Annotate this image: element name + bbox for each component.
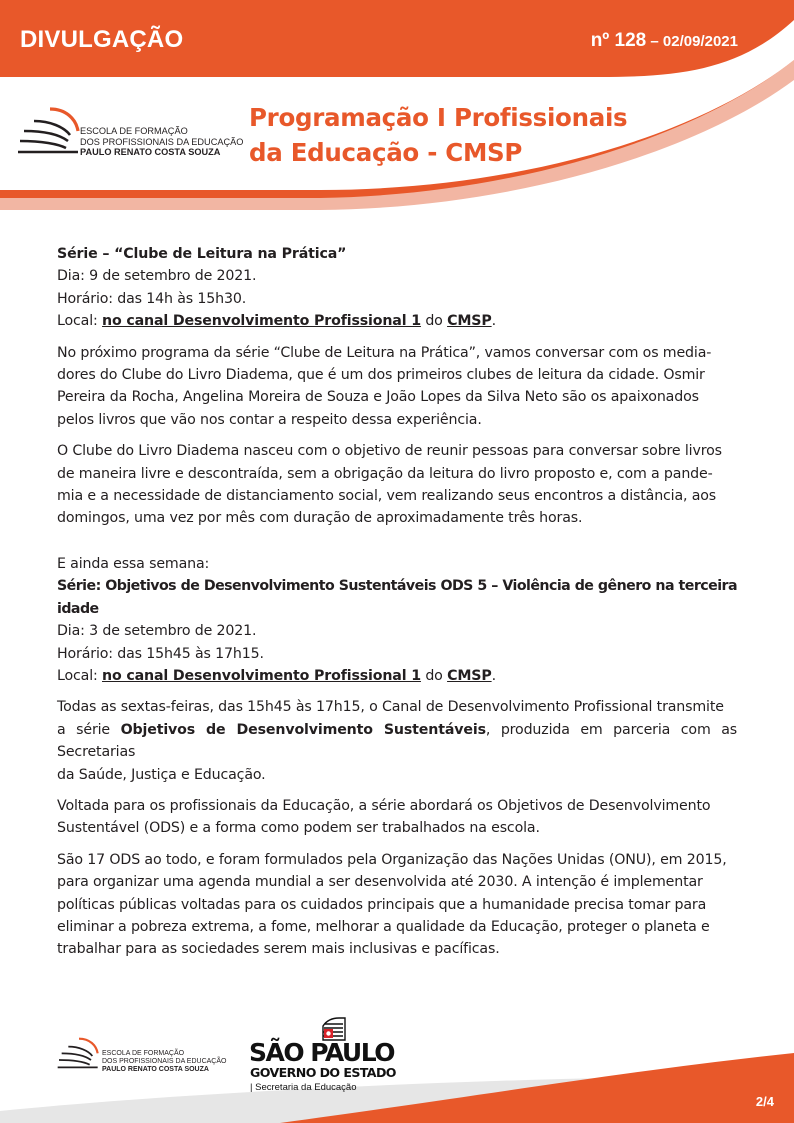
paragraph-2 — [57, 440, 737, 530]
paragraph-line: para organizar uma agenda mundial a ser desenvolvida até 2030. A intenção é implementar — [57, 874, 703, 891]
event-title-1: Série – “Clube de Leitura na Prática” — [57, 246, 347, 262]
paragraph-line: São 17 ODS ao todo, e foram formulados pela Organização das Nações Unidas (ONU), em 2015, — [57, 851, 727, 868]
section-intro: E ainda essa semana: — [57, 555, 210, 572]
title-line-2: da Educação - CMSP — [249, 138, 523, 167]
cmsp-link-2[interactable]: CMSP — [447, 667, 492, 684]
paragraph-line: Sustentável (ODS) e a forma como podem ser trabalhados na escola. — [57, 820, 540, 837]
issue-value: nº 128 — [590, 30, 647, 51]
local-prefix: Local: — [57, 667, 103, 684]
local-mid: do — [420, 313, 448, 330]
paragraph-line: mia e a necessidade de distanciamento social, vem realizando seus encontros a distância, aos — [57, 488, 717, 505]
event-info-1 — [57, 243, 737, 333]
event-local-1 — [57, 310, 737, 332]
paragraph-line: políticas públicas voltadas para os cuidados principais que a humanidade precisa tomar para — [57, 896, 707, 913]
logo-line-3: PAULO RENATO COSTA SOUZA — [102, 1065, 209, 1073]
sp-government: GOVERNO DO ESTADO — [250, 1065, 396, 1080]
issue-date: – 02/09/2021 — [646, 33, 738, 50]
paragraph-line: domingos, uma vez por mês com duração de aproximadamente três horas. — [57, 510, 583, 527]
event-day-2: Dia: 3 de setembro de 2021. — [57, 623, 257, 640]
paragraph-line: trabalhar para as sociedades serem mais inclusivas e pacíficas. — [57, 941, 500, 958]
event-info-2 — [57, 553, 737, 687]
article-body — [57, 243, 737, 970]
local-end: . — [491, 313, 496, 330]
paragraph-line: Pereira da Rocha, Angelina Moreira de Souza e João Lopes da Silva Neto são os apaixonados — [57, 389, 699, 406]
title-line-1: Programação I Profissionais — [249, 103, 628, 132]
page-number: 2/4 — [755, 1094, 774, 1109]
sp-secretariat: | Secretaria da Educação — [250, 1082, 357, 1093]
cmsp-link-1[interactable]: CMSP — [447, 313, 492, 330]
paragraph-line: No próximo programa da série “Clube de Leitura na Prática”, vamos conversar com os media- — [57, 344, 712, 361]
event-time-2: Horário: das 15h45 às 17h15. — [57, 645, 264, 662]
issue-number — [591, 30, 738, 52]
paragraph-line: a série Objetivos de Desenvolvimento Sustentáveis, produzida em parceria com as Secretarias — [57, 721, 737, 761]
logo-line-2: DOS PROFISSIONAIS DA EDUCAÇÃO — [102, 1057, 227, 1065]
sp-name: SÃO PAULO — [249, 1038, 395, 1067]
logo-line-3: PAULO RENATO COSTA SOUZA — [80, 147, 221, 157]
paragraph-1 — [57, 342, 737, 432]
paragraph-line: da Saúde, Justiça e Educação. — [57, 766, 266, 783]
paragraph-line: O Clube do Livro Diadema nasceu com o objetivo de reunir pessoas para conversar sobre livros — [57, 443, 722, 460]
channel-link-2[interactable]: no canal Desenvolvimento Profissional 1 — [102, 667, 421, 684]
event-day-1: Dia: 9 de setembro de 2021. — [57, 268, 257, 285]
event-title-2: Série: Objetivos de Desenvolvimento Sustentáveis ODS 5 – Violência de gênero na terceira idade — [57, 578, 737, 617]
event-local-2 — [57, 665, 737, 687]
paragraph-line: pelos livros que vão nos contar a respeito dessa experiência. — [57, 411, 482, 428]
paragraph-line: Voltada para os profissionais da Educação, a série abordará os Objetivos de Desenvolvimento — [57, 797, 711, 814]
logo-line-1: ESCOLA DE FORMAÇÃO — [80, 126, 188, 136]
paragraph-line: dores do Clube do Livro Diadema, que é um dos primeiros clubes de leitura da cidade. Osmir — [57, 367, 705, 384]
paragraph-4 — [57, 795, 737, 840]
logo-text — [102, 1050, 226, 1073]
paragraph-line: de maneira livre e descontraída, sem a obrigação da leitura do livro proposto e, com a pande- — [57, 465, 713, 482]
paragraph-line: eliminar a pobreza extrema, a fome, melhorar a qualidade da Educação, proteger o planeta e — [57, 918, 710, 935]
page-title — [249, 100, 627, 170]
school-logo — [18, 105, 248, 165]
channel-link-1[interactable]: no canal Desenvolvimento Profissional 1 — [102, 313, 421, 330]
logo-line-1: ESCOLA DE FORMAÇÃO — [102, 1050, 185, 1057]
logo-lines-icon — [18, 105, 82, 165]
logo-line-2: DOS PROFISSIONAIS DA EDUCAÇÃO — [80, 136, 244, 147]
logo-text — [80, 126, 243, 158]
local-mid: do — [420, 667, 448, 684]
paragraph-5 — [57, 849, 737, 961]
local-prefix: Local: — [57, 313, 103, 330]
local-end: . — [491, 667, 496, 684]
event-time-1: Horário: das 14h às 15h30. — [57, 290, 247, 307]
paragraph-line: Todas as sextas-feiras, das 15h45 às 17h15, o Canal de Desenvolvimento Profissional transmite — [57, 699, 724, 716]
paragraph-3 — [57, 696, 737, 786]
footer-school-logo — [55, 1036, 245, 1081]
logo-lines-icon — [55, 1036, 103, 1076]
sao-paulo-logo — [249, 1016, 419, 1096]
header-label: DIVULGAÇÃO — [20, 26, 184, 53]
